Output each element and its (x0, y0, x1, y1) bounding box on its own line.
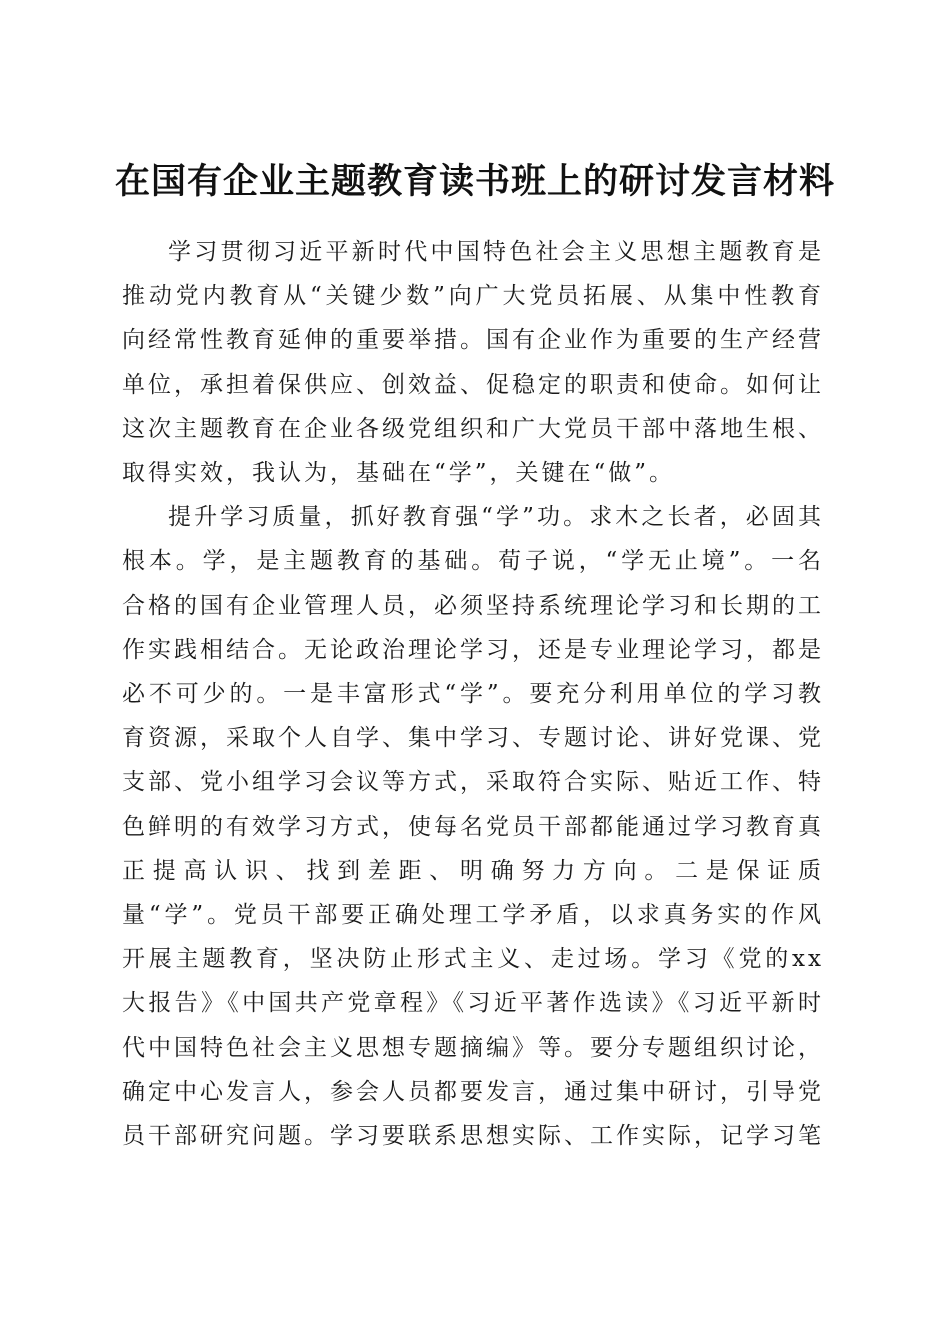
document-body (122, 230, 824, 1158)
paragraph-intro: 学习贯彻习近平新时代中国特色社会主义思想主题教育是推动党内教育从“关键少数”向广大党员拓展、从集中性教育向经常性教育延伸的重要举措。国有企业作为重要的生产经营单位，承担着保供应、创效益、促稳定的职责和使命。如何让这次主题教育在企业各级党组织和广大党员干部中落地生根、取得实效，我认为，基础在“学”，关键在“做”。 (122, 239, 824, 487)
paragraph-study-quality: 提升学习质量，抓好教育强“学”功。求木之长者，必固其根本。学，是主题教育的基础。荀子说，“学无止境”。一名合格的国有企业管理人员，必须坚持系统理论学习和长期的工作实践相结合。无论政治理论学习，还是专业理论学习，都是必不可少的。一是丰富形式“学”。要充分利用单位的学习教育资源，采取个人自学、集中学习、专题讨论、讲好党课、党支部、党小组学习会议等方式，采取符合实际、贴近工作、特色鲜明的有效学习方式，使每名党员干部都能通过学习教育真正提高认识、找到差距、明确努力方向。二是保证质量“学”。党员干部要正确处理工学矛盾，以求真务实的作风开展主题教育，坚决防止形式主义、走过场。学习《党的xx大报告》《中国共产党章程》《习近平著作选读》《习近平新时代中国特色社会主义思想专题摘编》等。要分专题组织讨论，确定中心发言人，参会人员都要发言，通过集中研讨，引导党员干部研究问题。学习要联系思想实际、工作实际，记学习笔 (122, 504, 824, 1150)
document-title: 在国有企业主题教育读书班上的研讨发言材料 (114, 161, 835, 203)
